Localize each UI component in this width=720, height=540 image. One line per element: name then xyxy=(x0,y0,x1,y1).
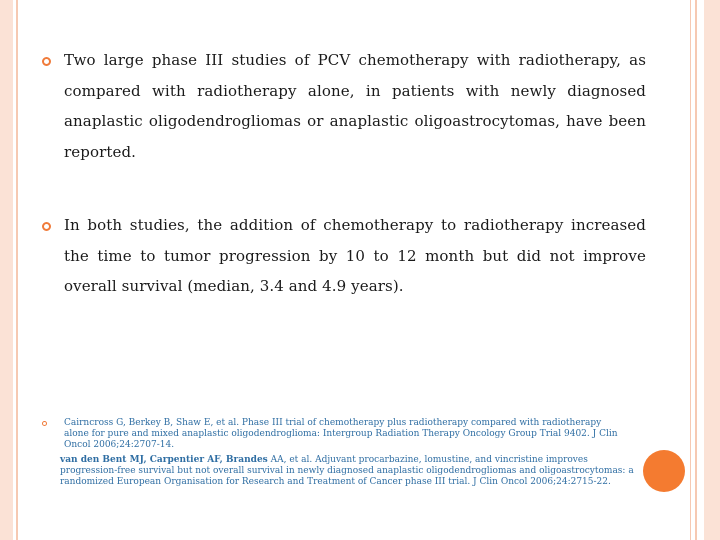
right-decorative-line xyxy=(695,0,697,540)
orange-circle-decoration xyxy=(643,450,685,492)
bullet-text-2: In both studies, the addition of chemotherapy to radiotherapy increased the time to tumor progression by 10 to 12 month but did not improve overall survival (median, 3.4 and 4.9 years). xyxy=(64,216,646,295)
reference-2 xyxy=(60,455,644,488)
left-decorative-bar xyxy=(0,0,13,540)
reference-1: Cairncross G, Berkey B, Shaw E, et al. Phase III trial of chemotherapy plus radiotherapy compared with radiotherapy alone for pure and mixed anaplastic oligodendroglioma: Intergroup Radiation Therapy Oncology Group Trial 9402. J Clin Oncol 2006;24:2707-14. xyxy=(64,418,618,450)
bullet-text-1: Two large phase III studies of PCV chemotherapy with radiotherapy, as compared with radiotherapy alone, in patients with newly diagnosed anaplastic oligodendrogliomas or anaplastic oligoastrocytomas, have been reported. xyxy=(64,51,646,161)
right-decorative-line-thin xyxy=(690,0,691,540)
reference-2-authors: van den Bent MJ, Carpentier AF, Brandes xyxy=(60,455,268,465)
bullet-icon xyxy=(42,57,51,66)
right-decorative-bar xyxy=(704,0,720,540)
bullet-icon xyxy=(42,222,51,231)
bullet-icon xyxy=(42,421,47,426)
left-decorative-line xyxy=(16,0,18,540)
reference-2-text: AA, et al. Adjuvant procarbazine, lomustine, and vincristine improves progression-free survival but not overall survival in newly diagnosed anaplastic oligodendrogliomas and oligoastrocytomas: a randomized European Organisation for Research and Treatment of Cancer phase III trial. J Clin Oncol 2006;24:2715-22. xyxy=(60,455,634,487)
